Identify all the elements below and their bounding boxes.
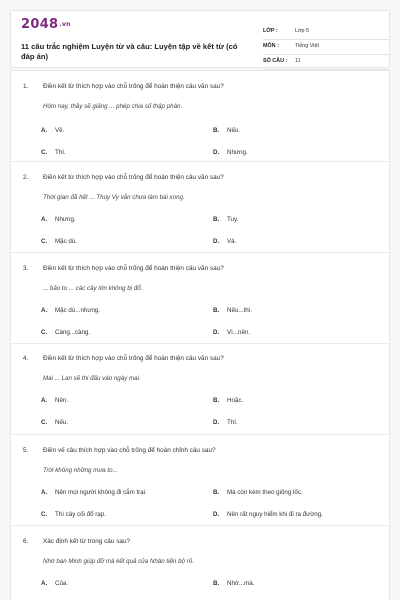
option-letter: A.	[41, 397, 48, 404]
question-text: Điền kết từ thích hợp vào chỗ trống để hoàn thiện câu văn sau?	[43, 174, 224, 181]
question-sentence: Nhờ bạn Minh giúp đỡ mà kết quả của Nhân tiến bộ rõ.	[43, 558, 194, 565]
option-letter: A.	[41, 489, 48, 496]
option-letter: C.	[41, 419, 48, 426]
logo-sub: .vn	[59, 21, 71, 28]
option-letter: D.	[213, 238, 220, 245]
option-b[interactable]	[213, 127, 240, 134]
question-divider	[11, 161, 391, 162]
option-text: Nếu.	[55, 419, 69, 426]
option-d[interactable]	[213, 149, 248, 156]
option-b[interactable]	[213, 580, 254, 587]
option-text: Nhờ...mà.	[227, 580, 255, 587]
question-number: 6.	[23, 538, 29, 545]
question-number: 2.	[23, 174, 29, 181]
option-text: Thì cây cối đổ rạp.	[55, 511, 106, 518]
meta-value: 11	[295, 58, 301, 64]
question-text: Xác định kết từ trong câu sau?	[43, 538, 131, 545]
option-letter: C.	[41, 329, 48, 336]
option-a[interactable]	[41, 489, 147, 496]
question-divider	[11, 343, 391, 344]
meta-row-subject	[263, 40, 389, 55]
option-a[interactable]	[41, 127, 64, 134]
option-b[interactable]	[213, 489, 303, 496]
meta-value: Tiếng Việt	[295, 43, 319, 49]
option-letter: B.	[213, 127, 220, 134]
meta-table	[263, 25, 389, 70]
option-b[interactable]	[213, 216, 238, 223]
option-text: Nhưng.	[55, 216, 76, 223]
option-letter: B.	[213, 397, 220, 404]
meta-row-count	[263, 55, 389, 70]
option-letter: A.	[41, 580, 48, 587]
option-d[interactable]	[213, 329, 250, 336]
option-d[interactable]	[213, 238, 236, 245]
document-header	[10, 10, 390, 68]
option-letter: D.	[213, 511, 220, 518]
option-letter: D.	[213, 419, 220, 426]
meta-key: LỚP :	[263, 28, 278, 34]
document-title: 11 câu trắc nghiệm Luyện từ và câu: Luyện tập về kết từ (có đáp án)	[21, 42, 238, 61]
question-sentence: ... bão to ... các cây lớn không bị đổ.	[43, 285, 143, 292]
option-a[interactable]	[41, 397, 68, 404]
option-text: Và.	[227, 238, 237, 245]
option-text: Tuy.	[227, 216, 239, 223]
option-letter: A.	[41, 127, 48, 134]
option-letter: C.	[41, 511, 48, 518]
option-b[interactable]	[213, 397, 243, 404]
option-d[interactable]	[213, 511, 323, 518]
question-list	[10, 70, 390, 600]
option-a[interactable]	[41, 307, 100, 314]
option-text: Nếu...thì.	[227, 307, 253, 314]
question-number: 5.	[23, 447, 29, 454]
question-text: Điền vế câu thích hợp vào chỗ trống để hoàn chỉnh câu sau?	[43, 447, 216, 454]
meta-key: SỐ CÂU :	[263, 58, 288, 64]
option-letter: B.	[213, 489, 220, 496]
meta-key: MÔN :	[263, 43, 279, 49]
option-text: Về.	[55, 127, 65, 134]
option-letter: A.	[41, 307, 48, 314]
option-c[interactable]	[41, 238, 77, 245]
option-c[interactable]	[41, 511, 106, 518]
question-text: Điền kết từ thích hợp vào chỗ trống để hoàn thiện câu văn sau?	[43, 355, 224, 362]
question-sentence: Trời không những mưa to...	[43, 467, 118, 474]
option-letter: D.	[213, 149, 220, 156]
option-d[interactable]	[213, 419, 238, 426]
option-text: Nên.	[55, 397, 69, 404]
option-letter: C.	[41, 238, 48, 245]
option-c[interactable]	[41, 419, 68, 426]
option-letter: D.	[213, 329, 220, 336]
option-text: Mặc dù.	[55, 238, 78, 245]
option-c[interactable]	[41, 329, 90, 336]
option-letter: C.	[41, 149, 48, 156]
option-a[interactable]	[41, 580, 68, 587]
option-a[interactable]	[41, 216, 76, 223]
option-text: Nhưng.	[227, 149, 248, 156]
option-text: Nên rất nguy hiểm khi đi ra đường.	[227, 511, 323, 518]
question-sentence: Mai ... Lan sẽ thi đấu vào ngày mai.	[43, 375, 141, 382]
option-text: Thì.	[227, 419, 238, 426]
option-text: Nếu.	[227, 127, 241, 134]
logo-main: 2048	[21, 17, 59, 32]
option-letter: B.	[213, 307, 220, 314]
option-text: Của.	[55, 580, 69, 587]
option-text: Vì...nên.	[227, 329, 251, 336]
meta-value: Lớp 5	[295, 28, 310, 34]
question-divider	[11, 434, 391, 435]
option-letter: A.	[41, 216, 48, 223]
question-number: 4.	[23, 355, 29, 362]
question-number: 3.	[23, 265, 29, 272]
question-number: 1.	[23, 83, 29, 90]
option-text: Nên mọi người không đi cắm trại.	[55, 489, 147, 496]
question-divider	[11, 525, 391, 526]
option-text: Càng...càng.	[55, 329, 91, 336]
option-letter: B.	[213, 580, 220, 587]
question-text: Điền kết từ thích hợp vào chỗ trống để hoàn thiện câu văn sau?	[43, 265, 224, 272]
question-divider	[11, 252, 391, 253]
option-text: Thì.	[55, 149, 66, 156]
option-c[interactable]	[41, 149, 66, 156]
option-text: Mặc dù...nhưng.	[55, 307, 101, 314]
question-sentence: Thời gian đã hết ... Thúy Vy vẫn chưa làm bài xong.	[43, 194, 185, 201]
option-b[interactable]	[213, 307, 252, 314]
question-sentence: Hôm nay, thầy sẽ giảng ... phép chia số thập phân.	[43, 103, 183, 110]
meta-row-grade	[263, 25, 389, 40]
option-letter: B.	[213, 216, 220, 223]
option-text: Mà còn kèm theo giông lốc.	[227, 489, 303, 496]
option-text: Hoặc.	[227, 397, 244, 404]
question-text: Điền kết từ thích hợp vào chỗ trống để hoàn thiện câu văn sau?	[43, 83, 224, 90]
site-logo[interactable]	[21, 17, 71, 32]
